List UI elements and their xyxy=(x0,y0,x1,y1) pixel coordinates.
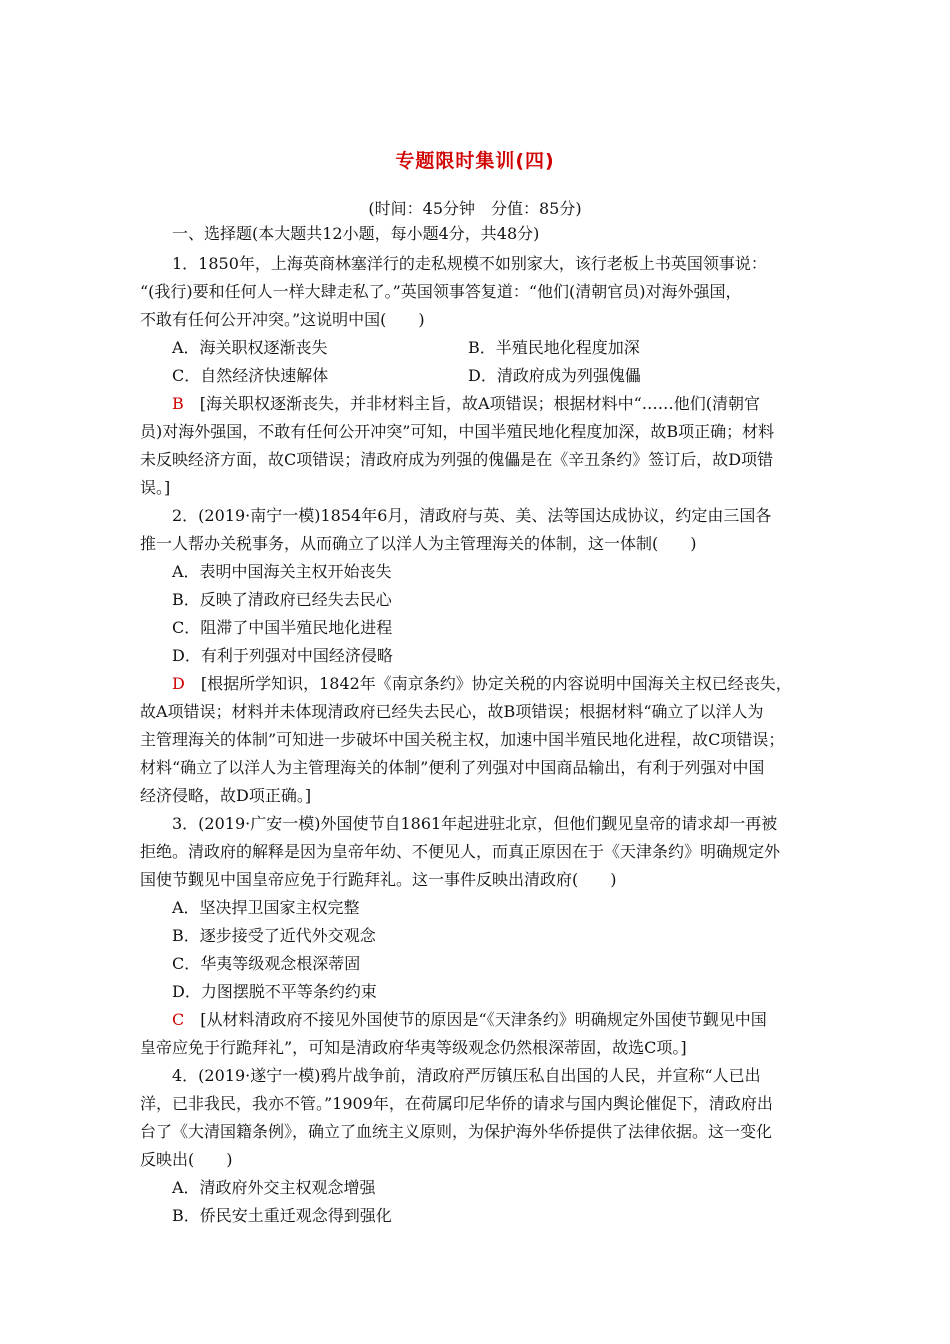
question-4-stem: 反映出( ) xyxy=(140,1150,233,1169)
explanation-text: [根据所学知识，1842年《南京条约》协定关税的内容说明中国海关主权已经丧失， xyxy=(200,674,792,693)
question-2-explanation xyxy=(172,674,792,694)
question-2-answer: D xyxy=(172,674,185,693)
question-1-explanation xyxy=(172,394,760,414)
question-3-stem: 3．(2019·广安一模)外国使节自1861年起进驻北京，但他们觐见皇帝的请求却一再被 xyxy=(172,814,778,833)
question-2-option-d: D．有利于列强对中国经济侵略 xyxy=(172,646,393,665)
question-4-option-a: A．清政府外交主权观念增强 xyxy=(172,1178,376,1197)
question-2-explanation: 主管理海关的体制”可知进一步破坏中国关税主权，加速中国半殖民地化进程，故C项错误； xyxy=(140,730,785,749)
question-2-explanation: 材料“确立了以洋人为主管理海关的体制”便利了列强对中国商品输出，有利于列强对中国 xyxy=(140,758,765,777)
question-2-option-a: A．表明中国海关主权开始丧失 xyxy=(172,562,392,581)
question-2-explanation: 故A项错误；材料并未体现清政府已经失去民心，故B项错误；根据材料“确立了以洋人为 xyxy=(140,702,764,721)
question-2-option-c: C．阻滞了中国半殖民地化进程 xyxy=(172,618,393,637)
question-3-option-a: A．坚决捍卫国家主权完整 xyxy=(172,898,360,917)
question-1-option-c: C．自然经济快速解体 xyxy=(172,366,329,385)
question-1-explanation: 误。] xyxy=(140,478,171,497)
question-3-stem: 国使节觐见中国皇帝应免于行跪拜礼。这一事件反映出清政府( ) xyxy=(140,870,617,889)
explanation-text: [海关职权逐渐丧失，并非材料主旨，故A项错误；根据材料中“……他们(清朝官 xyxy=(199,394,761,413)
question-2-option-b: B．反映了清政府已经失去民心 xyxy=(172,590,392,609)
exam-meta: (时间：45分钟 分值：85分) xyxy=(368,199,582,218)
question-3-explanation xyxy=(172,1010,767,1030)
question-2-stem: 2．(2019·南宁一模)1854年6月，清政府与英、美、法等国达成协议，约定由三国各 xyxy=(172,506,772,525)
question-1-option-a: A．海关职权逐渐丧失 xyxy=(172,338,328,357)
question-1-option-d: D．清政府成为列强傀儡 xyxy=(468,366,641,385)
explanation-text: [从材料清政府不接见外国使节的原因是“《天津条约》明确规定外国使节觐见中国 xyxy=(200,1010,767,1029)
question-1-option-b: B．半殖民地化程度加深 xyxy=(468,338,640,357)
question-1-stem: 不敢有任何公开冲突。”这说明中国( ) xyxy=(140,310,425,329)
question-1-stem: 1．1850年，上海英商林塞洋行的走私规模不如别家大，该行老板上书英国领事说： xyxy=(172,254,767,273)
question-3-option-c: C．华夷等级观念根深蒂固 xyxy=(172,954,361,973)
question-3-option-d: D．力图摆脱不平等条约约束 xyxy=(172,982,377,1001)
question-1-explanation: 未反映经济方面，故C项错误；清政府成为列强的傀儡是在《辛丑条约》签订后，故D项错 xyxy=(140,450,774,469)
question-3-stem: 拒绝。清政府的解释是因为皇帝年幼、不便见人，而真正原因在于《天津条约》明确规定外 xyxy=(140,842,781,861)
question-4-stem: 洋，已非我民，我亦不管。”1909年，在荷属印尼华侨的请求与国内舆论催促下，清政府出 xyxy=(140,1094,773,1113)
question-1-answer: B xyxy=(172,394,184,413)
question-3-explanation: 皇帝应免于行跪拜礼”，可知是清政府华夷等级观念仍然根深蒂固，故选C项。] xyxy=(140,1038,687,1057)
question-1-explanation: 员)对海外强国，不敢有任何公开冲突”可知，中国半殖民地化程度加深，故B项正确；材料 xyxy=(140,422,775,441)
question-2-stem: 推一人帮办关税事务，从而确立了以洋人为主管理海关的体制，这一体制( ) xyxy=(140,534,697,553)
question-3-answer: C xyxy=(172,1010,185,1029)
section-heading: 一、选择题(本大题共12小题，每小题4分，共48分) xyxy=(172,224,540,243)
question-4-stem: 4．(2019·遂宁一模)鸦片战争前，清政府严厉镇压私自出国的人民，并宣称“人已出 xyxy=(172,1066,761,1085)
question-1-stem: “(我行)要和任何人一样大肆走私了。”英国领事答复道：“他们(清朝官员)对海外强国， xyxy=(140,282,742,301)
question-4-option-b: B．侨民安土重迁观念得到强化 xyxy=(172,1206,392,1225)
question-3-option-b: B．逐步接受了近代外交观念 xyxy=(172,926,376,945)
page-title: 专题限时集训(四) xyxy=(395,150,555,172)
question-2-explanation: 经济侵略，故D项正确。] xyxy=(140,786,312,805)
question-4-stem: 台了《大清国籍条例》，确立了血统主义原则，为保护海外华侨提供了法律依据。这一变化 xyxy=(140,1122,773,1141)
